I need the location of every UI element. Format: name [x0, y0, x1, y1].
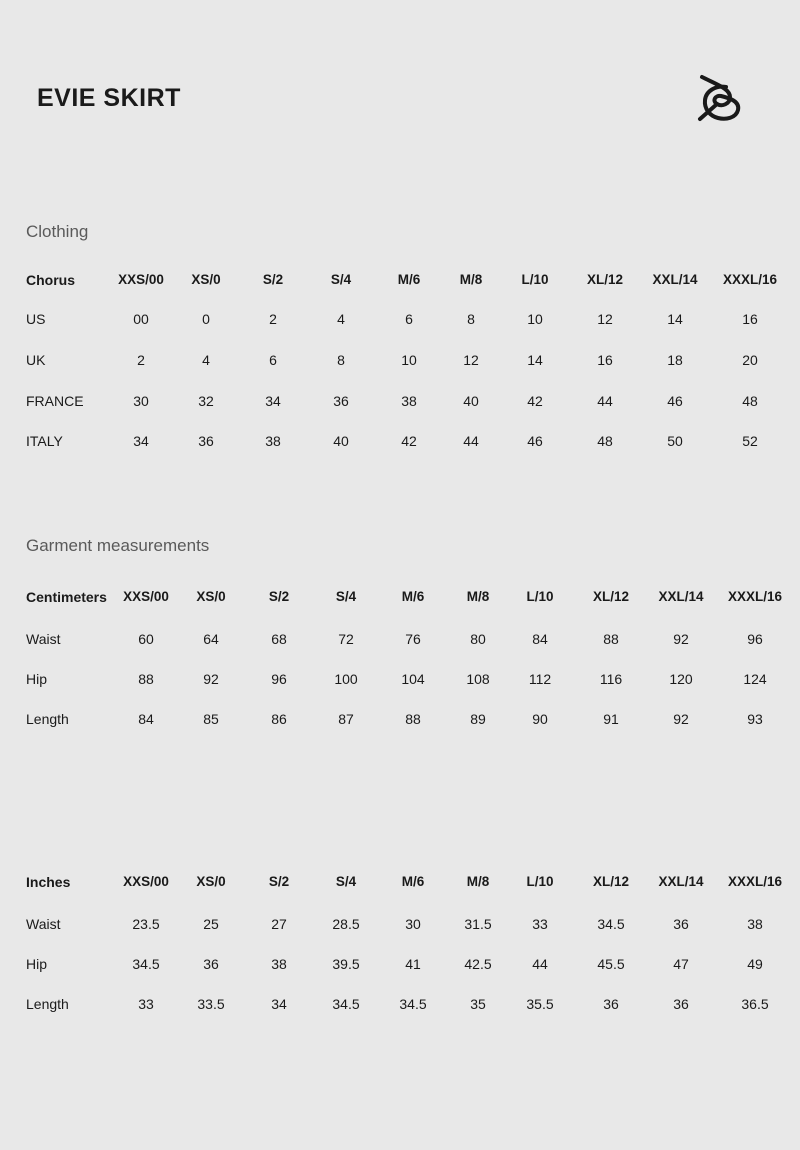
table-cell: 92	[673, 711, 689, 727]
table-cell: 120	[669, 671, 693, 687]
table-cell: 38	[271, 956, 287, 972]
column-header: XS/0	[196, 589, 226, 604]
table-cell: 35.5	[526, 996, 554, 1012]
table-cell: 12	[597, 311, 613, 327]
table-cell: 40	[463, 393, 479, 409]
table-corner-label: Inches	[26, 874, 71, 890]
column-header: M/8	[466, 874, 490, 889]
table-cell: 0	[202, 311, 210, 327]
table-cell: 34.5	[399, 996, 427, 1012]
table-cell: 20	[742, 352, 758, 368]
column-header: L/10	[521, 272, 549, 287]
table-cell: 41	[405, 956, 421, 972]
table-cell: 68	[271, 631, 287, 647]
table-cell: 38	[401, 393, 417, 409]
column-header: XXS/00	[123, 874, 169, 889]
column-header: XL/12	[592, 874, 630, 889]
table-cell: 44	[597, 393, 613, 409]
table-cell: 90	[532, 711, 548, 727]
table-cell: 48	[742, 393, 758, 409]
table-cell: 91	[603, 711, 619, 727]
table-cell: 34.5	[132, 956, 160, 972]
column-header: S/2	[262, 272, 284, 287]
column-header: XXXL/16	[727, 589, 783, 604]
table-corner-label: Centimeters	[26, 589, 107, 605]
column-header: XXS/00	[118, 272, 164, 287]
table-row	[0, 308, 800, 330]
table-row	[0, 953, 800, 975]
table-cell: 8	[467, 311, 475, 327]
column-header: S/4	[335, 874, 357, 889]
table-cell: 34.5	[597, 916, 625, 932]
row-label: Waist	[26, 916, 61, 932]
table-cell: 36	[603, 996, 619, 1012]
table-cell: 88	[603, 631, 619, 647]
table-header-row	[0, 871, 800, 893]
table-cell: 12	[463, 352, 479, 368]
table-cell: 85	[203, 711, 219, 727]
table-row	[0, 349, 800, 371]
table-cell: 10	[527, 311, 543, 327]
table-cell: 84	[138, 711, 154, 727]
column-header: S/2	[268, 874, 290, 889]
table-cell: 49	[747, 956, 763, 972]
column-header: M/8	[459, 272, 483, 287]
table-header-row	[0, 586, 800, 608]
table-cell: 40	[333, 433, 349, 449]
column-header: XXXL/16	[722, 272, 778, 287]
table-cell: 39.5	[332, 956, 360, 972]
section-title-garment-measurements: Garment measurements	[26, 536, 210, 555]
section-title-clothing: Clothing	[26, 222, 89, 241]
column-header: XXL/14	[652, 272, 698, 287]
table-cell: 2	[269, 311, 277, 327]
column-header: L/10	[526, 874, 554, 889]
column-header: M/6	[401, 874, 425, 889]
row-label: FRANCE	[26, 393, 84, 409]
row-label: UK	[26, 352, 46, 368]
table-cell: 18	[667, 352, 683, 368]
table-cell: 36	[203, 956, 219, 972]
table-cell: 32	[198, 393, 214, 409]
table-cell: 36	[198, 433, 214, 449]
table-cell: 00	[133, 311, 149, 327]
table-cell: 28.5	[332, 916, 360, 932]
row-label: US	[26, 311, 46, 327]
column-header: M/6	[401, 589, 425, 604]
row-label: Hip	[26, 956, 48, 972]
table-cell: 46	[527, 433, 543, 449]
table-cell: 42	[527, 393, 543, 409]
table-cell: 6	[269, 352, 277, 368]
column-header: XL/12	[592, 589, 630, 604]
row-label: Length	[26, 996, 69, 1012]
table-cell: 88	[138, 671, 154, 687]
table-cell: 33.5	[197, 996, 225, 1012]
row-label: Hip	[26, 671, 48, 687]
table-row	[0, 708, 800, 730]
table-row	[0, 430, 800, 452]
table-cell: 30	[405, 916, 421, 932]
table-cell: 6	[405, 311, 413, 327]
table-cell: 23.5	[132, 916, 160, 932]
table-cell: 88	[405, 711, 421, 727]
table-cell: 34	[133, 433, 149, 449]
table-cell: 50	[667, 433, 683, 449]
column-header: S/4	[335, 589, 357, 604]
table-cell: 87	[338, 711, 354, 727]
row-label: Length	[26, 711, 69, 727]
table-cell: 34.5	[332, 996, 360, 1012]
table-cell: 38	[265, 433, 281, 449]
table-cell: 64	[203, 631, 219, 647]
column-header: XS/0	[196, 874, 226, 889]
table-cell: 44	[532, 956, 548, 972]
table-cell: 84	[532, 631, 548, 647]
table-cell: 112	[528, 671, 552, 687]
table-row	[0, 993, 800, 1015]
table-cell: 38	[747, 916, 763, 932]
table-cell: 108	[466, 671, 490, 687]
table-cell: 34	[271, 996, 287, 1012]
table-cell: 31.5	[464, 916, 492, 932]
table-cell: 33	[138, 996, 154, 1012]
table-cell: 36	[673, 996, 689, 1012]
table-cell: 14	[667, 311, 683, 327]
table-cell: 14	[527, 352, 543, 368]
column-header: M/6	[397, 272, 421, 287]
table-cell: 100	[334, 671, 358, 687]
row-label: Waist	[26, 631, 61, 647]
table-cell: 96	[747, 631, 763, 647]
column-header: XXXL/16	[727, 874, 783, 889]
table-cell: 89	[470, 711, 486, 727]
table-cell: 44	[463, 433, 479, 449]
column-header: XL/12	[586, 272, 624, 287]
table-cell: 27	[271, 916, 287, 932]
table-cell: 86	[271, 711, 287, 727]
column-header: L/10	[526, 589, 554, 604]
table-cell: 42.5	[464, 956, 492, 972]
table-cell: 47	[673, 956, 689, 972]
table-cell: 4	[337, 311, 345, 327]
table-cell: 2	[137, 352, 145, 368]
column-header: XXL/14	[658, 589, 704, 604]
column-header: S/2	[268, 589, 290, 604]
table-cell: 96	[271, 671, 287, 687]
table-cell: 124	[743, 671, 767, 687]
table-cell: 45.5	[597, 956, 625, 972]
table-cell: 36.5	[741, 996, 769, 1012]
table-cell: 93	[747, 711, 763, 727]
column-header: S/4	[330, 272, 352, 287]
column-header: XS/0	[191, 272, 221, 287]
table-cell: 80	[470, 631, 486, 647]
table-cell: 36	[673, 916, 689, 932]
table-row	[0, 628, 800, 650]
table-cell: 36	[333, 393, 349, 409]
table-cell: 104	[401, 671, 425, 687]
table-cell: 30	[133, 393, 149, 409]
table-cell: 116	[599, 671, 623, 687]
table-cell: 46	[667, 393, 683, 409]
table-cell: 76	[405, 631, 421, 647]
table-cell: 8	[337, 352, 345, 368]
table-cell: 34	[265, 393, 281, 409]
brand-logo-icon	[696, 73, 744, 123]
table-cell: 16	[742, 311, 758, 327]
column-header: XXS/00	[123, 589, 169, 604]
table-header-row	[0, 269, 800, 291]
page-title: EVIE SKIRT	[37, 84, 181, 112]
column-header: M/8	[466, 589, 490, 604]
table-cell: 35	[470, 996, 486, 1012]
table-cell: 72	[338, 631, 354, 647]
table-cell: 92	[203, 671, 219, 687]
table-cell: 42	[401, 433, 417, 449]
row-label: ITALY	[26, 433, 63, 449]
column-header: XXL/14	[658, 874, 704, 889]
table-row	[0, 668, 800, 690]
table-cell: 52	[742, 433, 758, 449]
table-row	[0, 390, 800, 412]
table-corner-label: Chorus	[26, 272, 75, 288]
table-cell: 16	[597, 352, 613, 368]
table-cell: 25	[203, 916, 219, 932]
table-cell: 10	[401, 352, 417, 368]
table-cell: 60	[138, 631, 154, 647]
table-cell: 48	[597, 433, 613, 449]
table-row	[0, 913, 800, 935]
table-cell: 33	[532, 916, 548, 932]
table-cell: 4	[202, 352, 210, 368]
table-cell: 92	[673, 631, 689, 647]
